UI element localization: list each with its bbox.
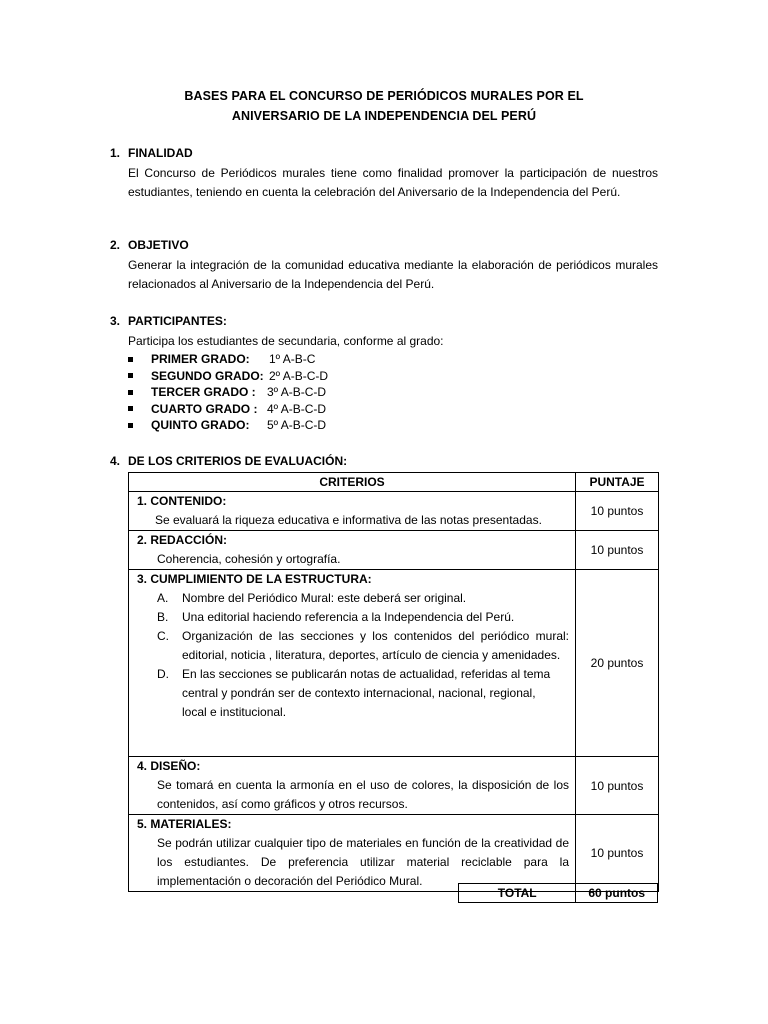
section-number: 2. xyxy=(110,238,121,252)
criterion-heading: 1. CONTENIDO: xyxy=(137,494,227,508)
grade-sections: 5º A-B-C-D xyxy=(267,418,327,432)
criterion-description: Se tomará en cuenta la armonía en el uso de colores, la disposición de los contenidos, así como gráficos y otros recursos. xyxy=(157,778,569,811)
table-row xyxy=(129,570,659,757)
section-heading: FINALIDAD xyxy=(128,146,193,160)
section-participantes xyxy=(110,312,658,434)
criterion-points: 10 puntos xyxy=(576,757,659,815)
grades-list xyxy=(110,351,658,434)
total-row xyxy=(458,883,658,903)
criterion-heading: 2. REDACCIÓN: xyxy=(137,533,228,547)
grade-name: TERCER GRADO : xyxy=(151,385,256,399)
section-text: Generar la integración de la comunidad educativa mediante la elaboración de periódicos murales relacionados al Aniversario de la Independencia del Perú. xyxy=(128,257,658,291)
section-heading: PARTICIPANTES: xyxy=(128,314,227,328)
bullet-icon xyxy=(128,373,133,378)
title-line-2: ANIVERSARIO DE LA INDEPENDENCIA DEL PERÚ xyxy=(231,109,537,123)
list-item xyxy=(128,384,658,401)
criterion-heading: 3. CUMPLIMIENTO DE LA ESTRUCTURA: xyxy=(137,572,372,586)
criterion-points: 10 puntos xyxy=(576,815,659,892)
criterion-heading: 5. MATERIALES: xyxy=(137,817,232,831)
criterion-description: Se podrán utilizar cualquier tipo de materiales en función de la creatividad de los estudiantes. De preferencia utilizar material reciclable para la implementación o decoración del Periódico Mural. xyxy=(157,836,569,888)
grade-sections: 2º A-B-C-D xyxy=(269,368,329,383)
grade-name: QUINTO GRADO: xyxy=(151,418,250,432)
criterion-subitem: B. Una editorial haciendo referencia a la Independencia del Perú. xyxy=(157,610,515,624)
bullet-icon xyxy=(128,390,133,395)
criterion-points: 20 puntos xyxy=(576,570,659,757)
section-number: 4. xyxy=(110,454,121,468)
table-row xyxy=(129,531,659,570)
bullet-icon xyxy=(128,406,133,411)
grade-sections: 4º A-B-C-D xyxy=(267,401,327,416)
total-label: TOTAL xyxy=(458,883,576,903)
criterion-points: 10 puntos xyxy=(576,531,659,570)
list-item xyxy=(128,351,658,368)
bullet-icon xyxy=(128,423,133,428)
section-text: El Concurso de Periódicos murales tiene como finalidad promover la participación de nuestros estudiantes, teniendo en cuenta la celebración del Aniversario de la Independencia del Perú. xyxy=(128,165,658,199)
total-value: 60 puntos xyxy=(576,883,658,903)
grade-name: CUARTO GRADO : xyxy=(151,401,258,416)
criterion-points: 10 puntos xyxy=(576,492,659,531)
criterion-subitem: A. Nombre del Periódico Mural: este deberá ser original. xyxy=(157,591,467,605)
criterion-subitem: local e institucional. xyxy=(182,705,287,719)
section-heading: OBJETIVO xyxy=(128,238,189,252)
grade-sections: 1º A-B-C xyxy=(269,352,316,366)
table-header-row xyxy=(129,473,659,492)
table-row xyxy=(129,815,659,892)
section-finalidad xyxy=(110,144,658,203)
section-objetivo xyxy=(110,236,658,295)
list-item xyxy=(128,368,658,385)
table-row xyxy=(129,757,659,815)
section-number: 3. xyxy=(110,314,121,328)
grade-name: SEGUNDO GRADO: xyxy=(151,368,264,383)
criterion-subitem: C. Organización de las secciones y los contenidos del periódico mural: editorial, noticia , literatura, deportes, artículo de ciencia y amenidades. xyxy=(157,629,569,662)
column-header-puntaje: PUNTAJE xyxy=(576,473,659,492)
grade-sections: 3º A-B-C-D xyxy=(267,385,327,399)
section-number: 1. xyxy=(110,146,121,160)
section-text: Participa los estudiantes de secundaria, conforme al grado: xyxy=(128,333,444,348)
criterion-subitem: D. En las secciones se publicarán notas de actualidad, referidas al tema central y pondrán ser de contexto internacional, nacional, regional, xyxy=(157,667,551,700)
bullet-icon xyxy=(128,357,133,362)
column-header-criterios: CRITERIOS xyxy=(129,473,576,492)
criteria-table xyxy=(128,472,659,892)
section-heading: DE LOS CRITERIOS DE EVALUACIÓN: xyxy=(128,454,348,468)
criterion-description: Se evaluará la riqueza educativa e informativa de las notas presentadas. xyxy=(155,513,542,527)
list-item xyxy=(128,417,658,434)
document-title xyxy=(0,86,768,126)
grade-name: PRIMER GRADO: xyxy=(151,352,250,366)
title-line-1: BASES PARA EL CONCURSO DE PERIÓDICOS MURALES POR EL xyxy=(184,89,584,103)
criterion-heading: 4. DISEÑO: xyxy=(137,759,201,773)
table-row xyxy=(129,492,659,531)
list-item xyxy=(128,401,658,418)
criterion-description: Coherencia, cohesión y ortografía. xyxy=(157,552,341,566)
section-criterios xyxy=(110,452,658,472)
